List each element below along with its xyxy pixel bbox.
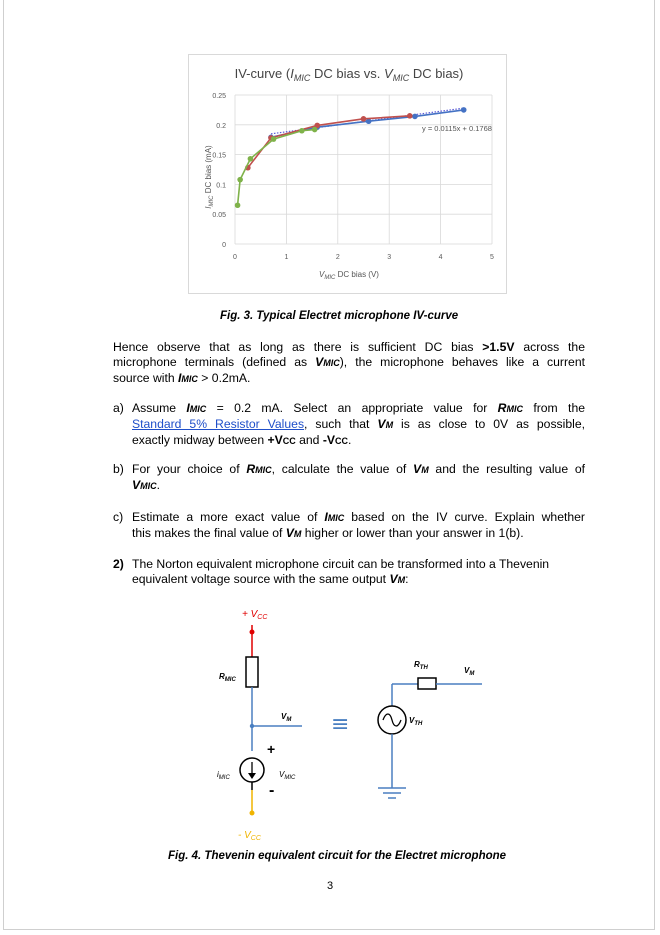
rth-label: $R_{TH}$ — [414, 660, 428, 671]
data-point-green — [248, 156, 254, 162]
plus-sign: + — [267, 741, 276, 757]
intro-paragraph: Hence observe that as long as there is sufficient DC bias >1.5V across the microphone terminals (defined as VMIC), the microphone behaves like a current source with IMIC > 0.2mA. — [113, 340, 585, 385]
x-axis-label: $V_{MIC}$ DC bias (V) — [319, 270, 379, 281]
x-tick-label: 3 — [387, 254, 392, 261]
x-tick-label: 1 — [284, 254, 289, 261]
iv-curve-chart — [188, 54, 507, 294]
circuit-diagram — [200, 600, 500, 845]
y-tick-label: 0 — [222, 242, 226, 249]
y-tick-label: 0.25 — [212, 93, 226, 100]
data-point-green — [237, 177, 243, 183]
data-point-green — [235, 202, 241, 208]
item-c-label: c) — [113, 510, 124, 524]
y-tick-label: 0.1 — [216, 182, 226, 190]
vcc-bottom-label: - $V_{CC}$ — [238, 830, 261, 842]
y-tick-label: 0.15 — [212, 152, 226, 160]
x-tick-label: 2 — [335, 254, 340, 261]
data-point-red — [361, 116, 367, 122]
thevenin-circuit-figure — [200, 600, 500, 845]
vm-right-label: $V_M$ — [464, 666, 475, 677]
rth-resistor — [418, 678, 436, 689]
chart-canvas — [189, 55, 508, 295]
y-tick-label: 0.2 — [216, 122, 226, 130]
item-b-text: For your choice of RMIC, calculate the value of VM and the resulting value of VMIC. — [132, 462, 585, 492]
item-c-text: Estimate a more exact value of IMIC based on the IV curve. Explain whether this makes the final value of VM higher or lower than your answer in 1(b). — [132, 510, 585, 540]
trendline-equation: y = 0.0115x + 0.1768 — [422, 124, 492, 133]
page-number: 3 — [326, 880, 334, 892]
data-point-green — [312, 127, 318, 133]
rmic-resistor — [246, 657, 258, 687]
vcc-bottom-node — [250, 811, 255, 816]
chart-title: IV-curve ($I_{MIC}$ DC bias vs. $V_{MIC}$ DC bias) — [234, 66, 464, 83]
rmic-label: $R_{MIC}$ — [219, 672, 236, 683]
vmic-label: $V_{MIC}$ — [279, 770, 296, 781]
figure-4-caption: Fig. 4. Thevenin equivalent circuit for the Electret microphone — [168, 850, 507, 862]
figure-3-caption: Fig. 3. Typical Electret microphone IV-curve — [220, 310, 459, 322]
x-tick-label: 0 — [233, 254, 237, 261]
vm-node — [250, 724, 254, 728]
data-point-blue — [461, 107, 467, 113]
vm-left-label: $V_M$ — [281, 712, 292, 723]
x-tick-label: 4 — [438, 254, 443, 261]
item-a-text: Assume IMIC = 0.2 mA. Select an appropriate value for RMIC from the Standard 5% Resistor Values, such that VM is as close to 0V as possible, exactly midway between +VCC and -VCC. — [132, 401, 586, 447]
item-b-label: b) — [113, 462, 124, 476]
data-point-green — [299, 128, 305, 134]
question-2-text: The Norton equivalent microphone circuit can be transformed into a Thevenin equivalent voltage source with the same output VM: — [132, 557, 550, 586]
y-tick-label: 0.05 — [212, 212, 226, 220]
equivalence-sign: ≡ — [331, 712, 350, 737]
data-point-green — [271, 136, 277, 142]
series-line-red — [248, 116, 410, 168]
data-point-blue — [412, 114, 418, 120]
x-tick-label: 5 — [490, 254, 494, 261]
resistor-values-link[interactable]: Standard 5% Resistor Values — [132, 417, 305, 431]
data-point-red — [407, 113, 413, 119]
vth-label: $V_{TH}$ — [409, 716, 423, 727]
vcc-top-label: + $V_{CC}$ — [242, 609, 268, 621]
y-axis-label: $I_{MIC}$ DC bias (mA) — [204, 145, 215, 209]
imic-label: $i_{MIC}$ — [217, 770, 230, 781]
minus-sign: - — [269, 782, 275, 799]
question-2-label: 2) — [113, 557, 124, 571]
item-a-label: a) — [113, 401, 124, 415]
